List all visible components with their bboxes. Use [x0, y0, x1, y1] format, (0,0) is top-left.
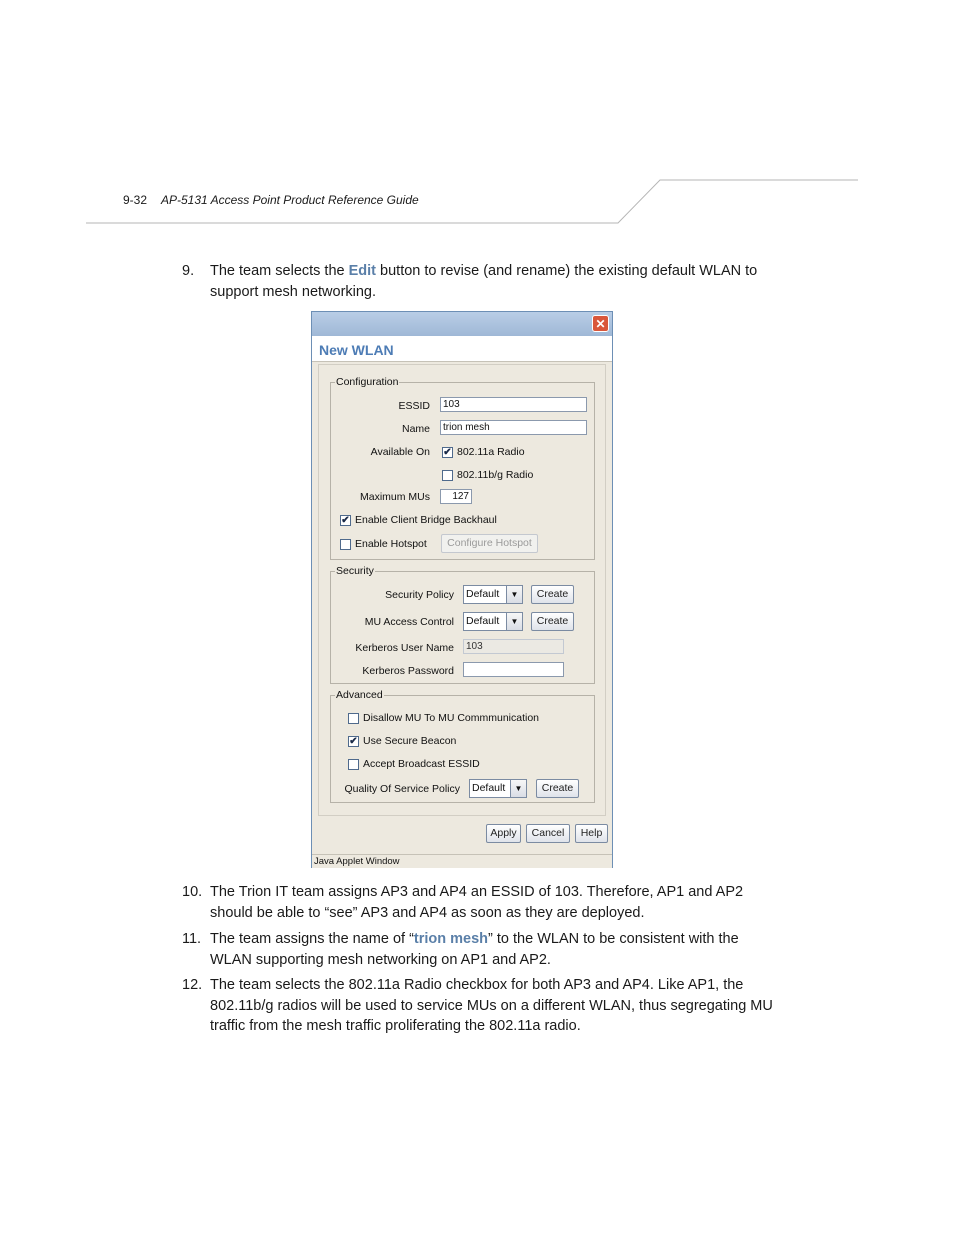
- secure-beacon-checkbox[interactable]: ✔: [349, 736, 358, 747]
- radio-a-label: 802.11a Radio: [457, 446, 525, 458]
- name-input[interactable]: trion mesh: [440, 420, 587, 435]
- step-text: The team selects the: [210, 263, 349, 279]
- essid-input[interactable]: 103: [440, 397, 587, 412]
- qos-policy-label: Quality Of Service Policy: [344, 783, 460, 795]
- essid-label: ESSID: [398, 400, 430, 412]
- radio-a-checkbox[interactable]: ✔: [443, 447, 452, 458]
- qos-create-button[interactable]: Create: [536, 779, 579, 798]
- advanced-legend: Advanced: [336, 689, 383, 701]
- available-on-label: Available On: [370, 446, 430, 458]
- step-number: 11.: [182, 931, 202, 947]
- close-icon[interactable]: ✕: [592, 315, 609, 332]
- step-text: button to revise (and rename) the existing default WLAN to support mesh networking.: [210, 263, 758, 300]
- edit-highlight: Edit: [348, 263, 377, 279]
- applet-status-bar: [312, 854, 612, 868]
- applet-status-text: Java Applet Window: [314, 856, 400, 867]
- hotspot-checkbox[interactable]: [340, 539, 351, 550]
- dialog-titlebar[interactable]: [312, 312, 612, 336]
- security-legend: Security: [336, 565, 374, 577]
- broadcast-essid-label: Accept Broadcast ESSID: [363, 758, 480, 770]
- security-policy-value: Default: [466, 588, 500, 600]
- dialog-heading: [312, 336, 612, 362]
- kerberos-user-label: Kerberos User Name: [355, 642, 454, 654]
- kerberos-password-input[interactable]: [463, 662, 564, 677]
- mu-access-control-value: Default: [466, 615, 500, 627]
- step-number: 9.: [182, 263, 195, 279]
- step-number: 10.: [182, 884, 203, 900]
- page-number: 9-32: [123, 193, 148, 207]
- mu-access-control-create-button[interactable]: Create: [531, 612, 574, 631]
- disallow-mu-label: Disallow MU To MU Commmunication: [363, 712, 540, 724]
- kerberos-user-input[interactable]: 103: [463, 639, 564, 654]
- broadcast-essid-checkbox[interactable]: [348, 759, 359, 770]
- max-mus-input[interactable]: 127: [440, 489, 472, 504]
- cancel-button[interactable]: Cancel: [526, 824, 570, 843]
- qos-policy-select[interactable]: [469, 779, 527, 798]
- mu-access-control-select[interactable]: [463, 612, 523, 631]
- security-policy-label: Security Policy: [385, 589, 454, 601]
- step-text: The Trion IT team assigns AP3 and AP4 an ESSID of 103. Therefore, AP1 and AP2 should be able to “see” AP3 and AP4 as soon as they are deployed.: [210, 884, 744, 921]
- secure-beacon-label: Use Secure Beacon: [363, 735, 457, 747]
- qos-policy-value: Default: [472, 782, 506, 794]
- disallow-mu-checkbox[interactable]: [348, 713, 359, 724]
- guide-title: AP-5131 Access Point Product Reference Guide: [161, 193, 419, 207]
- max-mus-label: Maximum MUs: [360, 491, 430, 503]
- trion-mesh-highlight: trion mesh: [413, 931, 489, 947]
- radio-bg-label: 802.11b/g Radio: [457, 469, 534, 481]
- configuration-legend: Configuration: [336, 376, 399, 388]
- step-number: 12.: [182, 977, 203, 993]
- security-policy-create-button[interactable]: Create: [531, 585, 574, 604]
- hotspot-label: Enable Hotspot: [355, 538, 427, 550]
- help-button[interactable]: Help: [575, 824, 608, 843]
- name-label: Name: [401, 423, 430, 435]
- security-policy-select[interactable]: [463, 585, 523, 604]
- new-wlan-dialog: [311, 311, 613, 868]
- kerberos-password-label: Kerberos Password: [362, 665, 454, 677]
- chevron-down-icon[interactable]: ▼: [510, 780, 526, 797]
- apply-button[interactable]: Apply: [486, 824, 521, 843]
- configure-hotspot-button[interactable]: Configure Hotspot: [441, 534, 538, 553]
- chevron-down-icon[interactable]: ▼: [506, 586, 522, 603]
- radio-bg-checkbox[interactable]: [442, 470, 453, 481]
- step-text: The team selects the 802.11a Radio checkbox for both AP3 and AP4. Like AP1, the 802.11b/g radios will be used to service MUs on a different WLAN, thus segregating MU traffic from the mesh traffic proliferating the 802.11a radio.: [210, 977, 773, 1034]
- chevron-down-icon[interactable]: ▼: [506, 613, 522, 630]
- mu-access-control-label: MU Access Control: [364, 616, 454, 628]
- client-bridge-label: Enable Client Bridge Backhaul: [355, 514, 497, 526]
- dialog-title: New WLAN: [319, 342, 394, 358]
- client-bridge-checkbox[interactable]: ✔: [341, 515, 350, 526]
- step-text: ” to the WLAN to be consistent with the WLAN supporting mesh networking on AP1 and AP2.: [210, 931, 739, 968]
- step-text: The team assigns the name of “: [210, 931, 414, 947]
